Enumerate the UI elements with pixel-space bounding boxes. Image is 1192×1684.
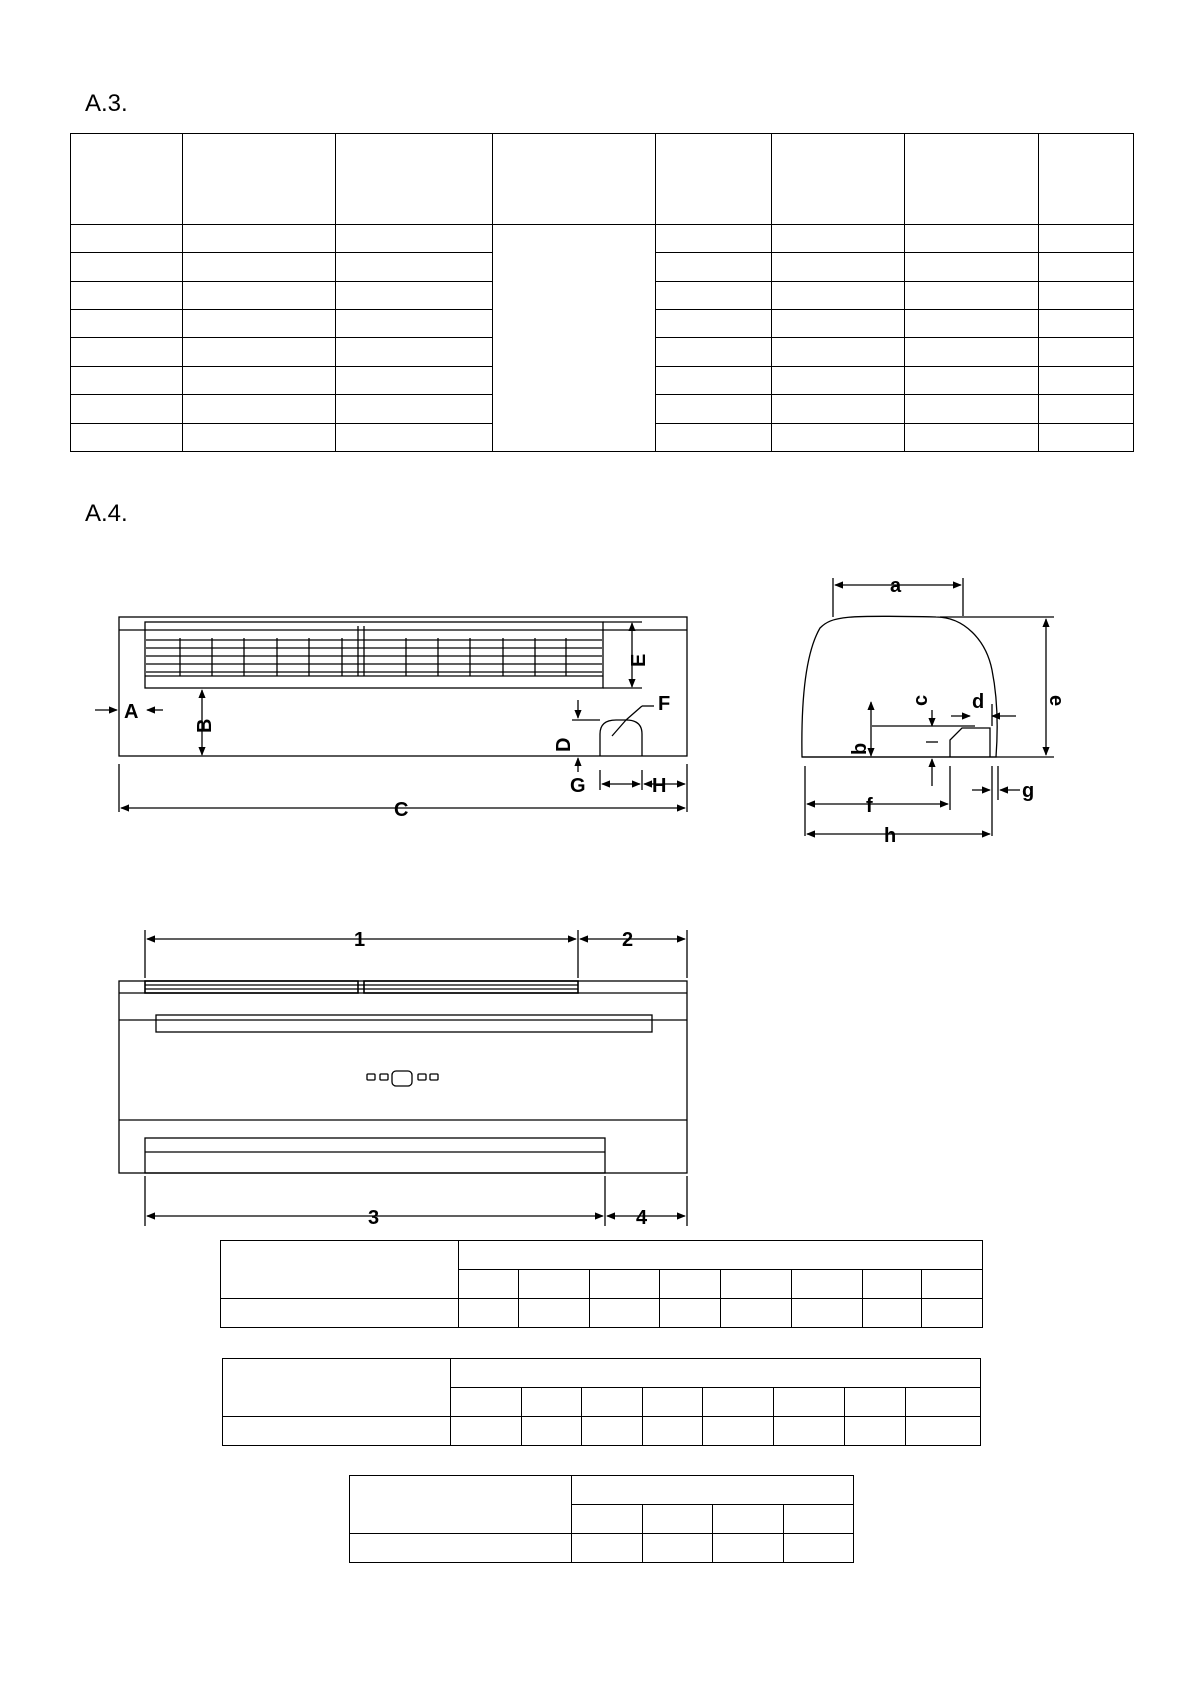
dimension-table-2 <box>222 1358 981 1446</box>
table-header-row <box>350 1476 854 1505</box>
dim-label-1: 1 <box>354 929 366 951</box>
dim-label-d: d <box>972 691 985 713</box>
dimension-table-1 <box>220 1240 983 1328</box>
dim-label-B: B <box>194 718 216 733</box>
table-row <box>221 1299 983 1328</box>
dim-label-h: h <box>884 825 897 847</box>
dim-label-g: g <box>1022 780 1035 802</box>
front-view <box>95 617 687 812</box>
table-header-row <box>221 1241 983 1270</box>
dim-label-a: a <box>890 575 902 597</box>
dim-label-f: f <box>866 795 873 817</box>
side-view <box>802 578 1054 836</box>
dim-label-D: D <box>553 737 575 752</box>
dim-label-4: 4 <box>636 1207 648 1229</box>
dimension-table-3 <box>349 1475 854 1563</box>
table-header-row <box>223 1359 981 1388</box>
front-panel-view <box>119 930 687 1226</box>
front-grille <box>146 626 602 676</box>
dim-label-b: b <box>849 742 871 755</box>
dim-label-H: H <box>652 775 667 797</box>
table-row <box>350 1534 854 1563</box>
dim-label-2: 2 <box>622 929 634 951</box>
dim-label-F: F <box>658 693 671 715</box>
dim-label-3: 3 <box>368 1207 380 1229</box>
dim-label-G: G <box>570 775 586 797</box>
section-heading-a4: A.4. <box>85 500 128 527</box>
section-heading-a3: A.3. <box>85 90 128 117</box>
dim-label-A: A <box>124 701 139 723</box>
table-row <box>223 1417 981 1446</box>
dim-label-E: E <box>628 653 650 667</box>
dim-label-c: c <box>910 694 932 706</box>
dim-label-C: C <box>394 799 409 821</box>
dim-label-e: e <box>1045 695 1067 707</box>
dimension-labels <box>124 575 1067 1229</box>
